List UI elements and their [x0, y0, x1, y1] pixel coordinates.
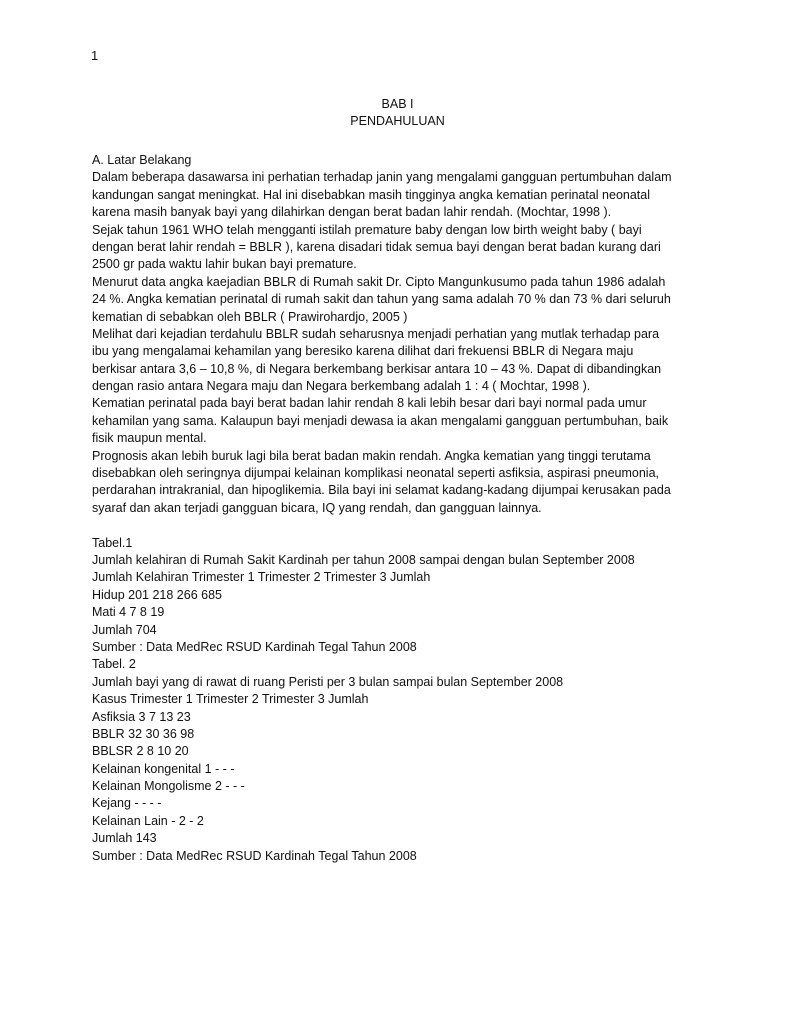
table2-line: Jumlah bayi yang di rawat di ruang Peristi per 3 bulan sampai bulan September 2008: [92, 674, 564, 689]
paragraph-line: kehamilan yang sama. Kalaupun bayi menjadi dewasa ia akan mengalami gangguan pertumbuhan, baik: [92, 413, 669, 428]
table2-label: Tabel. 2: [92, 657, 136, 672]
paragraph-line: kandungan sangat meningkat. Hal ini disebabkan masih tingginya angka kematian perinatal neonatal: [92, 187, 651, 202]
table2-line: Asfiksia 3 7 13 23: [92, 709, 191, 724]
paragraph-line: dengan berat lahir rendah = BBLR ), karena disadari tidak semua bayi dengan berat badan kurang dari: [92, 239, 661, 254]
paragraph-line: perdarahan intrakranial, dan hipoglikemia. Bila bayi ini selamat kadang-kadang dijumpai kerusakan pada: [92, 483, 671, 498]
table2-line: Kasus Trimester 1 Trimester 2 Trimester 3 Jumlah: [92, 692, 369, 707]
paragraph-line: kematian di sebabkan oleh BBLR ( Prawirohardjo, 2005 ): [92, 309, 408, 324]
chapter-label: BAB I: [381, 97, 414, 111]
section-a-paragraphs: [92, 169, 712, 517]
table2-line: Jumlah 143: [92, 831, 157, 846]
paragraph-line: Menurut data angka kaejadian BBLR di Rumah sakit Dr. Cipto Mangunkusumo pada tahun 1986 adalah: [92, 274, 666, 289]
paragraph-line: ibu yang mengalamai kehamilan yang beresiko karena dilihat dari frekuensi BBLR di Negara maju: [92, 344, 634, 359]
paragraph-line: Dalam beberapa dasawarsa ini perhatian terhadap janin yang mengalami gangguan pertumbuhan dalam: [92, 170, 672, 185]
table1-line: Jumlah kelahiran di Rumah Sakit Kardinah per tahun 2008 sampai dengan bulan September 2008: [92, 552, 635, 567]
table1-line: Hidup 201 218 266 685: [92, 587, 222, 602]
paragraph-line: fisik maupun mental.: [92, 431, 207, 446]
table2-line: Kejang - - - -: [92, 796, 162, 811]
table2-content: [92, 674, 712, 865]
paragraph-line: Prognosis akan lebih buruk lagi bila berat badan makin rendah. Angka kematian yang tinggi terutama: [92, 448, 651, 463]
paragraph-line: berkisar antara 3,6 – 10,8 %, di Negara berkembang berkisar antara 10 – 43 %. Dapat di dibandingkan: [92, 361, 662, 376]
document-body: [92, 152, 712, 865]
table2-line: Kelainan kongenital 1 - - -: [92, 761, 235, 776]
paragraph-line: 24 %. Angka kematian perinatal di rumah sakit dan tahun yang sama adalah 70 % dan 73 % dari seluruh: [92, 292, 671, 307]
table2-line: Kelainan Mongolisme 2 - - -: [92, 779, 245, 794]
table2-line: BBLR 32 30 36 98: [92, 726, 195, 741]
table1-line: Jumlah Kelahiran Trimester 1 Trimester 2 Trimester 3 Jumlah: [92, 570, 431, 585]
table1-line: Jumlah 704: [92, 622, 157, 637]
section-heading: A. Latar Belakang: [92, 153, 192, 167]
table1-line: Mati 4 7 8 19: [92, 605, 165, 620]
paragraph-line: syaraf dan akan terjadi gangguan bicara, IQ yang rendah, dan gangguan lainnya.: [92, 500, 542, 515]
paragraph-line: Sejak tahun 1961 WHO telah mengganti istilah premature baby dengan low birth weight baby ( bayi: [92, 222, 642, 237]
paragraph-line: karena masih banyak bayi yang dilahirkan dengan berat badan lahir rendah. (Mochtar, 1998 ).: [92, 205, 612, 220]
table1-content: [92, 552, 712, 656]
blank-line: [92, 517, 712, 534]
table1-line: Sumber : Data MedRec RSUD Kardinah Tegal Tahun 2008: [92, 639, 417, 654]
table1-label: Tabel.1: [92, 535, 133, 550]
paragraph-line: Kematian perinatal pada bayi berat badan lahir rendah 8 kali lebih besar dari bayi normal pada umur: [92, 396, 647, 411]
paragraph-line: Melihat dari kejadian terdahulu BBLR sudah seharusnya menjadi perhatian yang mutlak terhadap para: [92, 326, 660, 341]
paragraph-line: 2500 gr pada waktu lahir bukan bayi premature.: [92, 257, 357, 272]
paragraph-line: disebabkan oleh seringnya dijumpai kelainan komplikasi neonatal seperti asfiksia, aspirasi pneumonia,: [92, 466, 659, 481]
table2-line: Sumber : Data MedRec RSUD Kardinah Tegal Tahun 2008: [92, 848, 417, 863]
paragraph-line: dengan rasio antara Negara maju dan Negara berkembang adalah 1 : 4 ( Mochtar, 1998 ).: [92, 379, 591, 394]
page-number: 1: [91, 48, 99, 63]
chapter-title: PENDAHULUAN: [350, 114, 445, 128]
table2-line: BBLSR 2 8 10 20: [92, 744, 189, 759]
table2-line: Kelainan Lain - 2 - 2: [92, 813, 204, 828]
